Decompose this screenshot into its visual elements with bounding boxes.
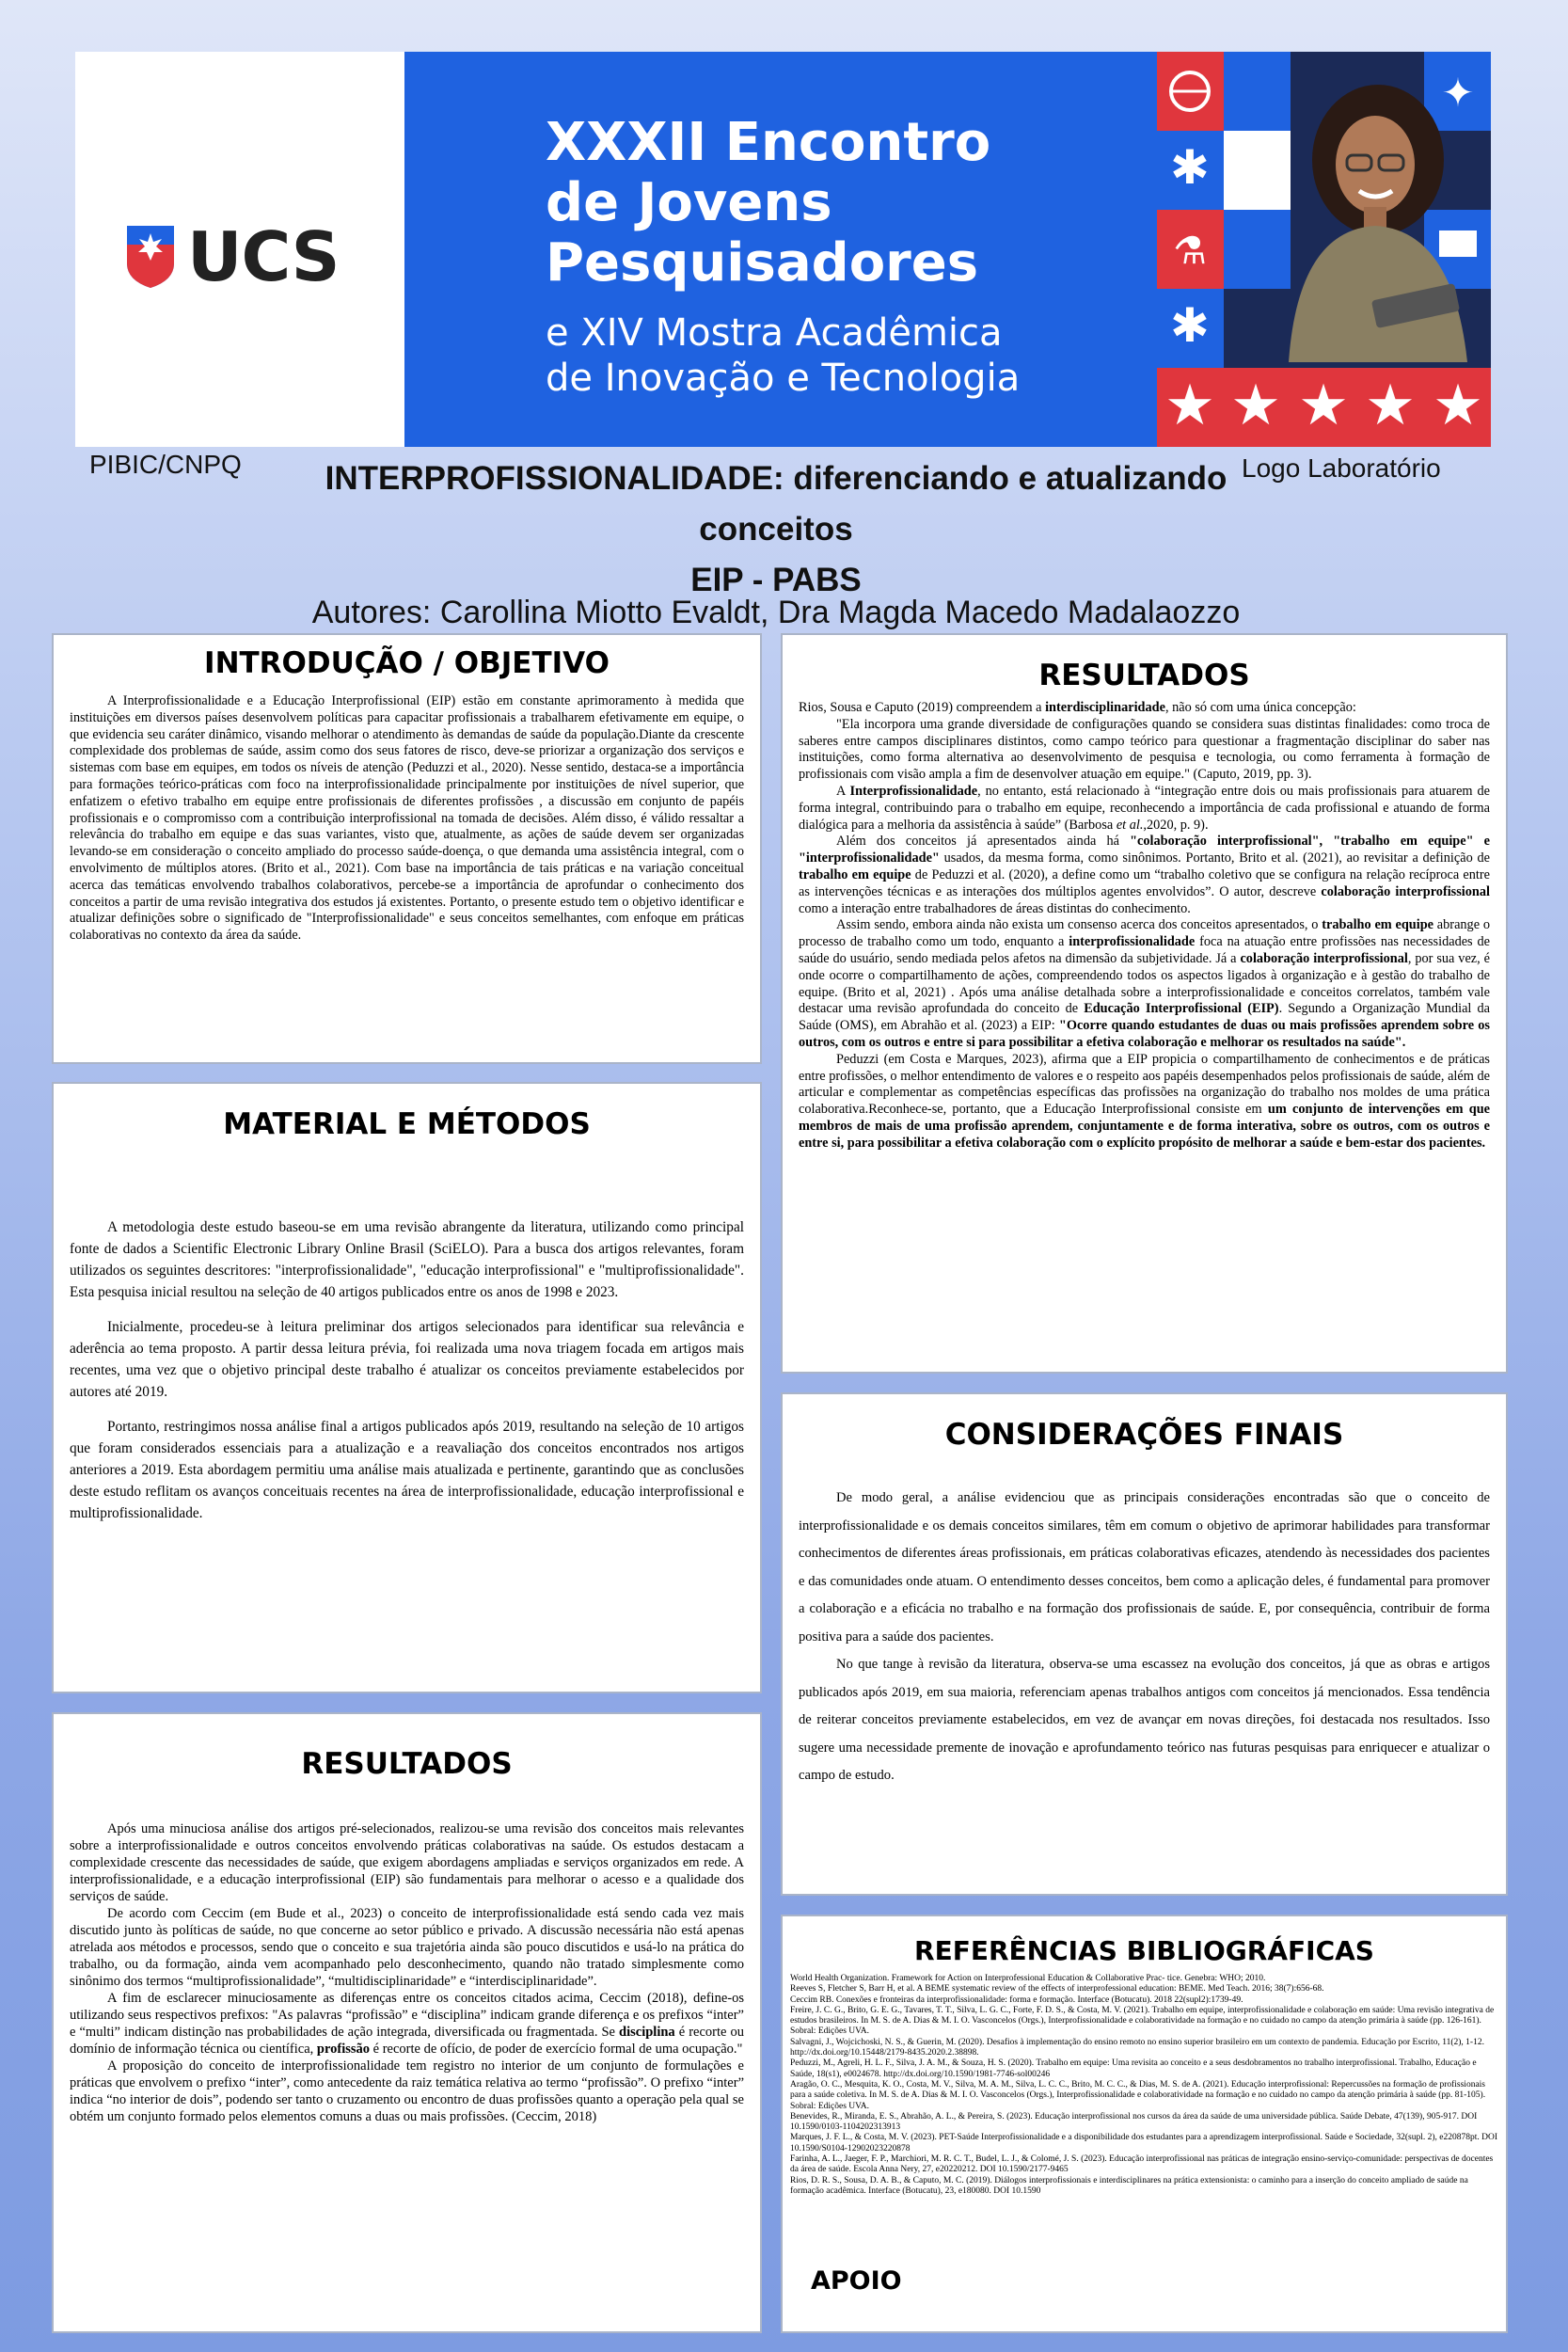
section-title: RESULTADOS (301, 1747, 513, 1781)
support-label: APOIO (811, 2266, 902, 2296)
reference-item: Benevides, R., Miranda, E. S., Abrahão, A. L., & Pereira, S. (2023). Educação interprofissional nos cursos da área da saúde de uma universidade pública. Saúde Debate, 47(139), 905-917. DOI 10.1590/0103-1104202313913 (790, 2111, 1478, 2133)
star-icon: ★ (1298, 373, 1349, 438)
results-right-section (781, 633, 1508, 1374)
banner-title-line: Pesquisadores (546, 232, 979, 294)
paragraph: Assim sendo, embora ainda não exista um consenso acerca dos conceitos apresentados, o trabalho em equipe abrange o processo de trabalho como um todo, enquanto a interprofissionalidade foca na atuação entre profissões nas necessidades de saúde do usuário, sendo mediada pelos afetos na dimensão da subjetividade. Já a colaboração interprofissional, por sua vez, é onde ocorre o compartilhamento de ações, compreendendo todos os aspectos ligados à organização e à gestão do trabalho de equipe. (Brito et al, 2021) . Após uma análise detalhada sobre a interprofissionalidade e conceitos correlatos, também vale destacar uma revisão aprofundada do conceito de Educação Interprofissional (EIP). Segundo a Organização Mundial da Saúde (OMS), em Abrahão et al. (2023) a EIP: "Ocorre quando estudantes de duas ou mais profissões aprendem sobre os outros, com os outros e entre si para possibilitar a efetiva colaboração e melhorar os resultados na saúde". (799, 917, 1491, 1050)
banner-title-line: XXXII Encontro (546, 112, 991, 173)
banner-title-line: de Jovens (546, 172, 832, 233)
conclusion-section (781, 1392, 1508, 1896)
paragraph: Além dos conceitos já apresentados ainda há "colaboração interprofissional", "trabalho em equipe" e "interprofissionalidade" usados, da mesma forma, como sinônimos. Portanto, Brito et al. (2021), ao revisitar a definição de trabalho em equipe de Peduzzi et al. (2020), a define como um “trabalho coletivo que se configura na relação recíproca entre as intervenções técnicas e as interações dos múltiplos agentes envolvidos”. O autor, descreve colaboração interprofissional como a interação entre trabalhadores de áreas distintas do conhecimento. (799, 834, 1491, 916)
paragraph: A Interprofissionalidade e a Educação Interprofissional (EIP) estão em constante aprimoramento à medida que instituições em diversos países desenvolvem políticas para capacitar profissionais a trabalharem efetivamente em equipe, o que evidencia seu caráter dinâmico, visando melhorar o atendimento às demandas de saúde da população.Diante da crescente complexidade dos problemas de saúde, assim como dos seus fatores de risco, deve-se priorizar a organização dos serviços e sistemas com base em equipes, em todos os níveis de atenção (Peduzzi et al., 2020). Nesse sentido, destaca-se a importância para formações teórico-práticas com foco na interprofissionalidade principalmente por instituições de nível superior, que enfatizem o efetivo trabalho em equipe entre profissionais de diferentes profissões , a discussão em conjunto de papéis profissionais e o compromisso com a contribuição interprofissional na tomada de decisões. Além disso, é válido ressaltar a relevância do trabalho em equipe e das suas variantes, visto que, atualmente, as ações de saúde devem ser organizadas levando-se em consideração o conceito ampliado do processo saúde-doença, o que demanda uma assistência integral, com o envolvimento de múltiplos atores. (Brito et al., 2021). Com base na importância de tais práticas e na variação conceitual acerca das temáticas envolvendo trabalhos colaborativos, percebe-se a importância de aprofundar o conhecimento dos conceitos a partir de uma revisão integrativa dos estudos já existentes. Portanto, o presente estudo tem o objetivo identificar e atualizar definições sobre o significado de "Interprofissionalidade" e seus conceitos semelhantes, com enfoque em práticas colaborativas no contexto da área da saúde. (70, 693, 744, 944)
paragraph: A Interprofissionalidade, no entanto, está relacionado à “integração entre dois ou mais profissionais para atuarem de forma integral, contribuindo para o trabalho em equipe, reconhecendo a importância de cada profissional e atuando de forma dialógica para a melhoria da assistência à saúde” (Barbosa et al.,2020, p. 9). (799, 783, 1490, 833)
banner-subtitle-line: e XIV Mostra Acadêmica (546, 311, 1003, 355)
paragraph: Inicialmente, procedeu-se à leitura preliminar dos artigos selecionados para identificar sua relevância e aderência ao tema proposto. A partir dessa leitura prévia, foi realizada uma nova triagem focada em artigos mais recentes, uma vez que o objetivo principal deste trabalho é atualizar os conceitos previamente estabelecidos por autores até 2019. (70, 1319, 744, 1400)
paragraph: A metodologia deste estudo baseou-se em uma revisão abrangente da literatura, utilizando como principal fonte de dados a Scientific Electronic Library Online Brasil (SciELO). Para a busca dos artigos relevantes, foram utilizados os seguintes descritores: "interprofissionalidade", "educação interprofissional" e "multiprofissionalidade". Esta pesquisa inicial resultou na seleção de 40 artigos publicados entre os anos de 1998 e 2023. (70, 1219, 744, 1300)
lightbulb-icon: ✦ (1441, 70, 1475, 116)
references-section (781, 1915, 1508, 2333)
section-title: MATERIAL E MÉTODOS (223, 1107, 591, 1141)
poster-title (216, 453, 1336, 606)
ucs-logo (127, 217, 340, 296)
poster-title-line: conceitos (699, 511, 853, 548)
authors: Autores: Carollina Miotto Evaldt, Dra Magda Macedo Madalaozzo (311, 595, 1241, 630)
paragraph: Rios, Sousa e Caputo (2019) compreendem a interdisciplinaridade, não só com uma única concepção: (799, 700, 1356, 715)
reference-item: Aragão, O. C., Mesquita, K. O., Costa, M. V., Silva, M. A. M., Silva, L. C. C., Brito, M. C. C., & Dias, M. S. de A. (2021). Educação interprofissional: Repercussões na formação de profissionais para a saúde coletiva. In M. S. de A. Dias & M. I. O. Vasconcelos (Orgs.), Interprofissionalidade e colaboratividade na formação e no cuidado no campo da atenção primária à saúde (pp. 81-105). Sobral: Edições UVA. (790, 2079, 1486, 2111)
microscope-icon: ⚗ (1173, 230, 1207, 273)
reference-item: Marques, J. F. L., & Costa, M. V. (2023). PET-Saúde Interprofissionalidade e a disponibilidade dos estudantes para a aprendizagem interprofissional. Saúde e Sociedade, 32(supl. 2), e220878pt. DOI 10.1590/S0104-12902023220878 (790, 2133, 1498, 2153)
star-icon: ★ (1433, 373, 1483, 438)
results-left-section (52, 1712, 762, 2333)
paragraph: Portanto, restringimos nossa análise final a artigos publicados após 2019, resultando na seleção de 10 artigos que foram considerados essenciais para a atualização e a reavaliação dos conceitos encontrados nos artigos anteriores a 2019. Esta abordagem permitiu uma análise mais atualizada e pertinente, garantindo que as conclusões deste estudo reflitam os avanços conceituais recentes na área de interprofissionalidade, educação interprofissional e multiprofissionalidade. (70, 1419, 744, 1521)
banner-title (546, 113, 1020, 401)
references-list (790, 1974, 1498, 2197)
paragraph: Peduzzi (em Costa e Marques, 2023), afirma que a EIP propicia o compartilhamento de conhecimentos e de práticas entre profissões, o melhor entendimento de valores e o respeito aos papéis desempenhados pelos profissionais de saúde, além de articular e complementar as competências específicas das profissões na organização do trabalho nos moldes de uma prática colaborativa.Reconhece-se, portanto, que a Educação Interprofissional consiste em um conjunto de intervenções em que membros de mais de uma profissão aprendem, conjuntamente e de forma interativa, sobre os outros, com os outros e entre si, para possibilitar a efetiva colaboração com o explícito propósito de melhorar a saúde e bem-estar dos pacientes. (799, 1051, 1490, 1151)
paragraph: De modo geral, a análise evidenciou que as principais considerações encontradas são que o conceito de interprofissionalidade e os demais conceitos similares, têm em comum o objetivo de aprimorar habilidades para transformar conhecimentos de diferentes áreas profissionais, em práticas colaborativas eficazes, atendendo às necessidades dos pacientes e das comunidades onde atuam. O entendimento desses conceitos, bem como a aplicação deles, é fundamental para promover a colaboração e a eficácia no trabalho e na formação dos profissionais de saúde. E, por consequência, contribuir de forma positiva para a saúde dos pacientes. (799, 1490, 1490, 1645)
star-icon: ★ (1230, 373, 1281, 438)
funding-label: PIBIC/CNPQ (89, 450, 242, 479)
reference-item: Ceccim RB. Conexões e fronteiras da interprofissionalidade: forma e formação. Interface (Botucatu). 2018 22(supl2):1739-49. (790, 1994, 1243, 2005)
reference-item: Salvagni, J., Wojcichoski, N. S., & Guerin, M. (2020). Desafios à implementação do ensino remoto no ensino superior brasileiro em um contexto de pandemia. Educação por Escrito, 11(2), 1-12. http://dx.doi.org/10.15448/2179-8435.2020.2.38898. (790, 2037, 1484, 2058)
paragraph: De acordo com Ceccim (em Bude et al., 2023) o conceito de interprofissionalidade está sendo cada vez mais discutido junto às políticas de saúde, no que concerne ao setor público e privado. A discussão necessária não está apenas atrelada aos métodos e processos, sendo que o conceito e sua trajetória ainda são pouco discutidos e usá-lo na prática do trabalho, ou da formação, ainda vem acompanhado pelo desconhecimento, quando não tratado simplesmente como sinônimo dos termos “multiprofissionalidade”, “multidisciplinaridade” e “interdisciplinaridade”. (70, 1906, 744, 1989)
star-icon: ★ (1164, 373, 1215, 438)
section-body (799, 1485, 1490, 1790)
banner-subtitle-line: de Inovação e Tecnologia (546, 357, 1021, 400)
section-body (70, 693, 744, 945)
paragraph: A proposição do conceito de interprofissionalidade tem registro no interior de um conjunto de formulações e práticas que envolvem o prefixo “inter”, como antecedente da raiz temática relativa ao termo “profissão”. O prefixo “inter” indica “no interior de dois”, podendo ser tanto o cruzamento ou encontro de duas profissões quanto a operação pela qual se obtém um conjunto formado pelos elementos comuns a duas ou mais profissões. (Ceccim, 2018) (70, 2058, 744, 2124)
star-icon: ✱ (1170, 140, 1210, 195)
quote: "Ela incorpora uma grande diversidade de configurações quando se considera suas distintas finalidades: como troca de saberes entre campos disciplinares distintos, como campo teórico para questionar a fragmentação disciplinar do saber nas instituições, como forma alternativa ao desenvolvimento de pesquisa e tecnologia, ou como ferramenta à formação de profissionais com visão ampla a fim de desenvolver atuação em equipe." (Caputo, 2019, pp. 3). (799, 716, 1490, 783)
poster-subtitle: EIP - PABS (690, 562, 862, 598)
reference-item: Farinha, A. L., Jaeger, F. P., Marchiori, M. R. C. T., Budel, L. J., & Colomé, J. S. (2023). Educação interprofissional nas práticas de integração ensino-serviço-comunidade: perspectivas de docentes da área de saúde. Escola Anna Nery, 27, e20220212. DOI 10.1590/2177-9465 (790, 2154, 1494, 2175)
reference-item: Rios, D. R. S., Sousa, D. A. B., & Caputo, M. C. (2019). Diálogos interprofissionais e interdisciplinares na prática extensionista: o caminho para a inserção do conceito ampliado de saúde na formação acadêmica. Interface (Botucatu), 23, e180080. DOI 10.1590 (790, 2175, 1468, 2196)
section-title: REFERÊNCIAS BIBLIOGRÁFICAS (914, 1935, 1374, 1966)
section-title: CONSIDERAÇÕES FINAIS (944, 1418, 1344, 1452)
reference-item: Freire, J. C. G., Brito, G. E. G., Tavares, T. T., Silva, L. G. C., Forte, F. D. S., & Costa, M. V. (2021). Trabalho em equipe, interprofissionalidade e colaboração em saúde: Uma revisão integrativa de estudos brasileiros. In M. S. de A. Dias & M. I. O. Vasconcelos (Orgs.), Interprofissionalidade e colaboratividade na formação e no cuidado no campo da atenção primária à saúde (pp. 126-161). Sobral: Edições UVA. (790, 2005, 1495, 2037)
methods-section (52, 1082, 762, 1693)
poster-title-line: INTERPROFISSIONALIDADE: diferenciando e atualizando (325, 460, 1227, 497)
reference-item: World Health Organization. Framework for Action on Interprofessional Education & Collaborative Prac- tice. Genebra: WHO; 2010. (790, 1974, 1266, 1983)
reference-item: Reeves S, Fletcher S, Barr H, et al. A BEME systematic review of the effects of interprofessional education: BEME. Med Teach. 2016; 38(7):656-68. (790, 1984, 1324, 1994)
logo-text: UCS (187, 217, 340, 296)
section-body (799, 700, 1490, 1152)
star-icon: ✱ (1170, 298, 1210, 353)
reference-item: Peduzzi, M., Agreli, H. L. F., Silva, J. A. M., & Souza, H. S. (2020). Trabalho em equipe: Uma revisita ao conceito e a seus desdobramentos no trabalho interprofissional. Trabalho, Educação e Saúde, 18(s1), e0024678. http://dx.doi.org/10.1590/1981-7746-sol00246 (790, 2058, 1477, 2079)
intro-section (52, 633, 762, 1064)
lab-logo-label: Logo Laboratório (1242, 453, 1441, 483)
paragraph: Após uma minuciosa análise dos artigos pré-selecionados, realizou-se uma revisão dos conceitos mais relevantes sobre a interprofissionalidade e outros conceitos envolvendo práticas colaborativas na saúde. Os estudos destacam a complexidade crescente das necessidades de saúde, que exigem abordagens ampliadas e serviços organizados em rede. A interprofissionalidade, e a educação interprofissional (EIP) são fundamentais para melhorar o acesso e a qualidade dos serviços de saúde. (70, 1821, 744, 1904)
section-title: INTRODUÇÃO / OBJETIVO (204, 646, 610, 680)
researcher-illustration (1260, 71, 1491, 362)
section-body (70, 1820, 744, 2125)
paragraph: No que tange à revisão da literatura, observa-se uma escassez na evolução dos conceitos, já que as obras e artigos publicados após 2019, em sua maioria, referenciam apenas trabalhos antigos com conceitos já mencionados. Essa tendência de reiterar conceitos previamente estabelecidos, em vez de avançar em novas direções, foi destacada nos resultados. Isso sugere uma necessidade premente de inovação e aprofundamento teórico nas futuras pesquisas para enriquecer e atualizar o campo de estudo. (799, 1657, 1490, 1783)
paragraph: A fim de esclarecer minuciosamente as diferenças entre os conceitos citados acima, Ceccim (2018), define-os utilizando seus respectivos prefixos: "As palavras “profissão” e “disciplina” indicam grande diferença e os prefixos “inter” e “multi” indicam distinção nas probabilidades de ação integrada, diversificada ou fragmentada. Se disciplina é recorte ou domínio de informação técnica ou científica, profissão é recorte de ofício, de poder de exercício formal de uma ocupação." (70, 1991, 744, 2057)
section-title: RESULTADOS (1038, 659, 1250, 692)
shield-icon (127, 226, 174, 288)
star-icon: ★ (1365, 373, 1416, 438)
section-body (70, 1216, 744, 1524)
event-banner (75, 52, 1491, 447)
